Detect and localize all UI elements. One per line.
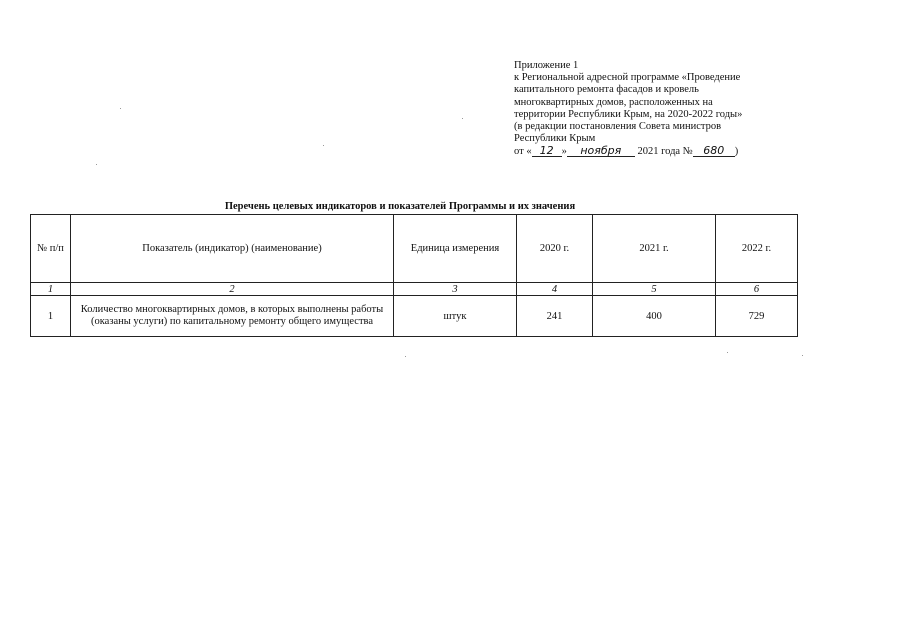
column-number: 5 (593, 283, 716, 296)
scan-speck (323, 145, 324, 146)
header-cell-indicator: Показатель (индикатор) (наименование) (71, 215, 394, 283)
appendix-line: Приложение 1 (514, 60, 579, 71)
appendix-line: (в редакции постановления Совета министров (514, 121, 722, 133)
column-number: 6 (716, 283, 798, 296)
handwritten-doc-number: 680 (693, 145, 735, 157)
date-prefix: от « (514, 146, 532, 158)
table-title: Перечень целевых индикаторов и показателей Программы и их значения (224, 201, 576, 212)
appendix-block (514, 60, 814, 159)
scan-speck (727, 352, 728, 353)
value-2022: 729 (716, 296, 798, 337)
handwritten-day: 12 (532, 145, 562, 157)
column-number: 2 (71, 283, 394, 296)
appendix-line: капитального ремонта фасадов и кровель (514, 84, 699, 96)
appendix-line: Республики Крым (514, 133, 596, 145)
table-row (31, 296, 798, 337)
header-cell-2021: 2021 г. (593, 215, 716, 283)
scan-speck (462, 118, 463, 119)
unit-value: штук (394, 296, 517, 337)
scan-speck (96, 164, 97, 165)
appendix-line: территории Республики Крым, на 2020-2022 годы» (514, 108, 743, 120)
scan-speck (802, 355, 803, 356)
date-close-quote: » (561, 146, 567, 158)
value-2021: 400 (593, 296, 716, 337)
column-number: 4 (517, 283, 593, 296)
column-number: 3 (394, 283, 517, 296)
scan-speck (120, 108, 121, 109)
header-cell-2022: 2022 г. (716, 215, 798, 283)
appendix-line: многоквартирных домов, расположенных на (514, 96, 713, 108)
row-number: 1 (31, 296, 71, 337)
value-2020: 241 (517, 296, 593, 337)
date-end: ) (734, 146, 739, 158)
column-numbering-row (31, 283, 798, 296)
indicator-name: Количество многоквартирных домов, в которых выполнены работы (оказаны услуги) по капитальному ремонту общего имущества (71, 296, 394, 337)
column-number: 1 (31, 283, 71, 296)
table-header-row (31, 215, 798, 283)
appendix-line: к Региональной адресной программе «Проведение (514, 72, 741, 84)
header-cell-2020: 2020 г. (517, 215, 593, 283)
resolution-date-line (514, 145, 814, 158)
handwritten-month: ноября (567, 145, 635, 157)
indicators-table (30, 214, 798, 337)
scan-speck (405, 356, 406, 357)
header-cell-unit: Единица измерения (394, 215, 517, 283)
date-suffix: 2021 года № (637, 146, 693, 158)
header-cell-number: № п/п (31, 215, 71, 283)
